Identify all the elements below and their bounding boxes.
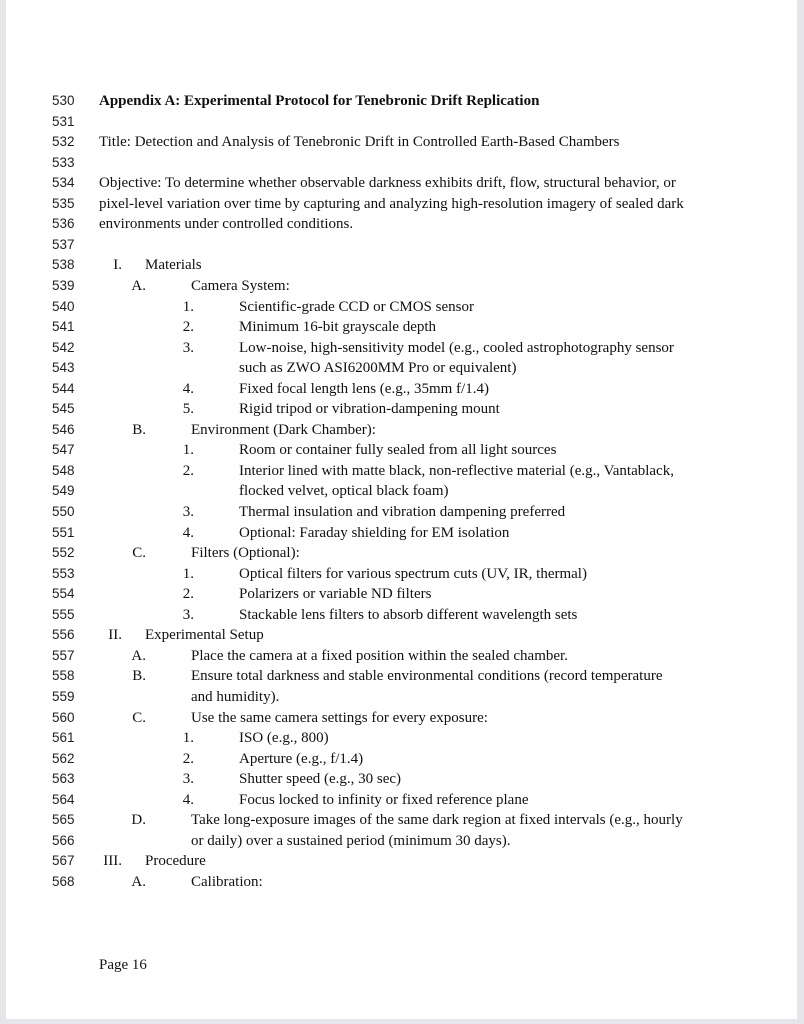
document-line (6, 810, 797, 830)
list-marker: 2. (182, 586, 194, 603)
list-marker: A. (131, 873, 146, 890)
document-line (6, 91, 797, 111)
document-line (6, 872, 797, 892)
document-line (6, 214, 797, 234)
line-number: 540 (52, 298, 75, 314)
list-marker: 5. (182, 401, 194, 418)
document-line (6, 605, 797, 625)
line-number: 541 (52, 319, 75, 335)
line-number: 556 (52, 627, 75, 643)
line-number: 550 (52, 504, 75, 519)
line-number: 562 (52, 750, 75, 766)
list-marker: B. (132, 668, 146, 685)
line-number: 549 (52, 483, 75, 499)
subsection-heading: Filters (Optional): (191, 545, 300, 562)
list-item: Stackable lens filters to absorb different wavelength sets (239, 606, 578, 623)
list-item: Polarizers or variable ND filters (239, 586, 432, 603)
document-line (6, 235, 797, 255)
document-title: Title: Detection and Analysis of Tenebronic Drift in Controlled Earth-Based Chambers (99, 134, 620, 151)
list-marker: D. (131, 812, 146, 829)
document-line (6, 194, 797, 214)
document-line (6, 317, 797, 337)
list-marker: 4. (182, 524, 194, 541)
line-number: 554 (52, 586, 75, 602)
list-marker: A. (131, 277, 146, 294)
list-item: Ensure total darkness and stable environmental conditions (record temperature (191, 668, 663, 685)
line-number: 560 (52, 709, 75, 725)
line-number: 568 (52, 873, 75, 889)
list-marker: A. (131, 647, 146, 664)
line-number: 566 (52, 832, 75, 848)
document-line (6, 481, 797, 501)
list-item: Use the same camera settings for every exposure: (191, 709, 488, 726)
list-marker: B. (132, 421, 146, 438)
document-page (6, 0, 797, 1019)
list-item: Rigid tripod or vibration-dampening mount (239, 401, 500, 418)
line-number: 558 (52, 668, 75, 684)
line-number: 567 (52, 853, 75, 869)
line-number: 545 (52, 401, 75, 417)
list-marker: 1. (182, 565, 194, 582)
document-line (6, 112, 797, 132)
document-line (6, 749, 797, 769)
list-item: Focus locked to infinity or fixed reference plane (239, 791, 529, 808)
line-number: 557 (52, 647, 75, 663)
document-line (6, 851, 797, 871)
list-item: Place the camera at a fixed position within the sealed chamber. (191, 647, 568, 664)
line-number: 531 (52, 113, 75, 129)
document-line (6, 646, 797, 666)
page-number: Page 16 (99, 957, 147, 973)
list-marker: 3. (182, 771, 194, 788)
document-line (6, 625, 797, 645)
document-line (6, 502, 797, 522)
list-item: Low-noise, high-sensitivity model (e.g., cooled astrophotography sensor (239, 339, 674, 356)
list-marker: 2. (182, 750, 194, 767)
section-heading: Experimental Setup (145, 627, 264, 644)
line-number: 536 (52, 216, 75, 232)
line-number: 538 (52, 257, 75, 273)
line-number: 565 (52, 812, 75, 828)
document-line (6, 153, 797, 173)
document-line (6, 358, 797, 378)
objective-text: pixel-level variation over time by capturing and analyzing high-resolution imagery of sealed dark (99, 195, 684, 212)
document-line (6, 255, 797, 275)
list-item: Scientific-grade CCD or CMOS sensor (239, 298, 474, 315)
list-marker: 3. (182, 339, 194, 356)
document-line (6, 769, 797, 789)
document-line (6, 666, 797, 686)
line-number: 552 (52, 545, 75, 561)
list-item: flocked velvet, optical black foam) (239, 483, 449, 500)
list-marker: 1. (182, 298, 194, 315)
list-item: Shutter speed (e.g., 30 sec) (239, 771, 402, 788)
document-line (6, 564, 797, 584)
line-number: 533 (52, 154, 75, 170)
section-heading: Materials (145, 257, 202, 274)
objective-text: environments under controlled conditions. (99, 216, 354, 233)
list-item: Aperture (e.g., f/1.4) (239, 750, 364, 767)
document-line (6, 790, 797, 810)
list-item: Optional: Faraday shielding for EM isolation (239, 524, 510, 541)
subsection-heading: Environment (Dark Chamber): (191, 421, 376, 438)
section-numeral: II. (108, 627, 122, 644)
list-item: ISO (e.g., 800) (239, 730, 329, 747)
objective-text: Objective: To determine whether observable darkness exhibits drift, flow, structural behavior, or (99, 175, 676, 192)
list-item: Take long-exposure images of the same dark region at fixed intervals (e.g., hourly (191, 812, 683, 829)
document-line (6, 523, 797, 543)
line-number: 544 (52, 380, 75, 396)
appendix-heading: Appendix A: Experimental Protocol for Tenebronic Drift Replication (99, 93, 540, 109)
list-marker: 3. (182, 606, 194, 623)
line-number: 532 (52, 134, 75, 150)
line-number: 561 (52, 730, 75, 746)
list-marker: 2. (182, 462, 194, 479)
list-item: Calibration: (191, 873, 263, 890)
document-line (6, 543, 797, 563)
list-marker: C. (132, 709, 146, 726)
line-number: 563 (52, 771, 75, 787)
line-number: 559 (52, 688, 75, 704)
subsection-heading: Camera System: (191, 277, 290, 294)
section-heading: Procedure (145, 853, 206, 870)
list-marker: 4. (182, 791, 194, 808)
document-line (6, 461, 797, 481)
line-number: 564 (52, 791, 75, 807)
list-item: or daily) over a sustained period (minimum 30 days). (191, 832, 511, 849)
list-marker: 1. (182, 442, 194, 459)
list-marker: 1. (182, 730, 194, 747)
list-marker: 4. (182, 380, 194, 397)
line-number: 551 (52, 524, 75, 540)
list-item: Minimum 16-bit grayscale depth (239, 319, 437, 336)
line-number: 539 (52, 277, 75, 293)
document-line (6, 687, 797, 707)
line-number: 534 (52, 175, 75, 191)
document-line (6, 276, 797, 296)
list-marker: 3. (182, 504, 194, 520)
line-number: 546 (52, 421, 75, 437)
list-item: Thermal insulation and vibration dampening preferred (239, 504, 566, 520)
line-number: 537 (52, 236, 75, 252)
document-line (6, 420, 797, 440)
document-line (6, 132, 797, 152)
document-line (6, 728, 797, 748)
line-number: 548 (52, 462, 75, 478)
line-number: 542 (52, 339, 75, 355)
line-number: 543 (52, 360, 75, 376)
list-item: such as ZWO ASI6200MM Pro or equivalent) (239, 360, 517, 377)
list-marker: C. (132, 545, 146, 562)
line-number: 535 (52, 195, 75, 211)
document-line (6, 379, 797, 399)
list-item: and humidity). (191, 688, 280, 705)
section-numeral: I. (113, 257, 122, 274)
document-line (6, 173, 797, 193)
document-line (6, 708, 797, 728)
section-numeral: III. (103, 853, 122, 870)
line-number: 553 (52, 565, 75, 581)
line-number: 530 (52, 93, 75, 108)
list-item: Fixed focal length lens (e.g., 35mm f/1.4) (239, 380, 489, 397)
document-line (6, 584, 797, 604)
document-line (6, 440, 797, 460)
document-line (6, 338, 797, 358)
line-number: 547 (52, 442, 75, 458)
list-marker: 2. (182, 319, 194, 336)
document-line (6, 831, 797, 851)
document-line (6, 297, 797, 317)
list-item: Interior lined with matte black, non-reflective material (e.g., Vantablack, (239, 462, 674, 479)
list-item: Optical filters for various spectrum cuts (UV, IR, thermal) (239, 565, 587, 582)
list-item: Room or container fully sealed from all light sources (239, 442, 557, 459)
document-line (6, 399, 797, 419)
line-number: 555 (52, 606, 75, 622)
